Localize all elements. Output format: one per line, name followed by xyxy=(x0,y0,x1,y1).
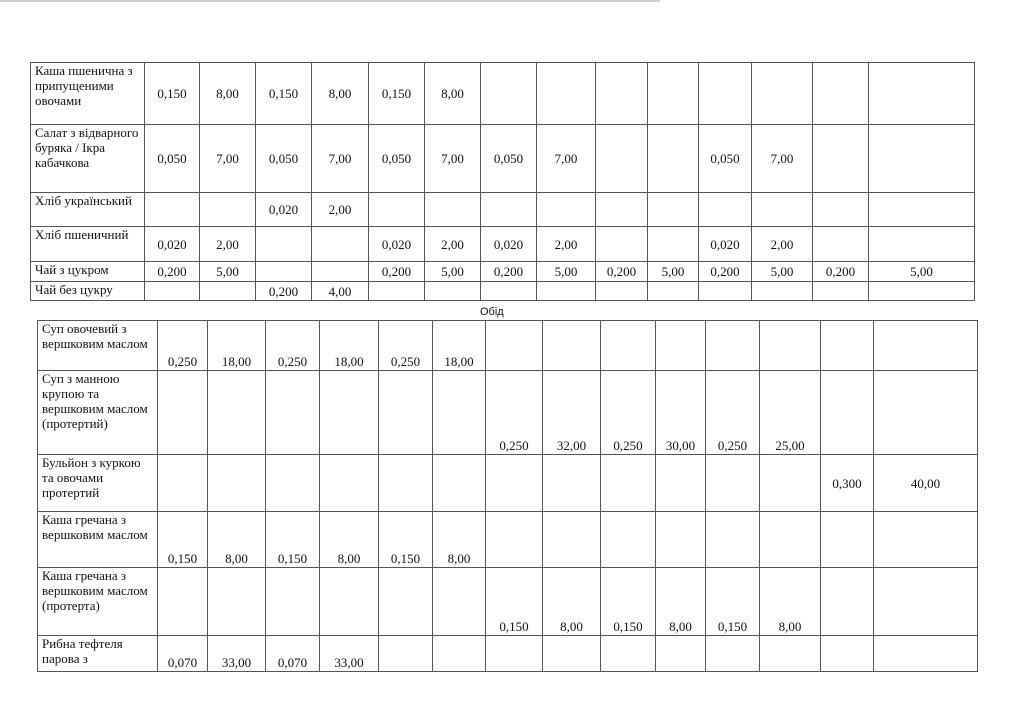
portion-weight-cell xyxy=(596,282,648,301)
portion-weight-cell xyxy=(486,636,543,672)
price-cell: 2,00 xyxy=(752,227,813,262)
price-cell xyxy=(656,321,706,371)
portion-weight-cell: 0,150 xyxy=(256,63,312,125)
portion-weight-cell xyxy=(486,321,543,371)
portion-weight-cell: 0,200 xyxy=(256,282,312,301)
dish-name-cell: Каша пшенична з припущеними овочами xyxy=(31,63,145,125)
price-cell: 8,00 xyxy=(200,63,256,125)
portion-weight-cell: 0,200 xyxy=(481,262,537,282)
dish-name-cell: Суп овочевий з вершковим маслом xyxy=(38,321,158,371)
price-cell xyxy=(537,193,596,227)
portion-weight-cell xyxy=(821,512,874,568)
portion-weight-cell: 0,020 xyxy=(369,227,425,262)
price-cell: 7,00 xyxy=(537,125,596,193)
portion-weight-cell: 0,150 xyxy=(486,568,543,636)
table-row xyxy=(31,262,975,282)
portion-weight-cell: 0,050 xyxy=(256,125,312,193)
table-row xyxy=(31,63,975,125)
price-cell xyxy=(760,321,821,371)
price-cell: 33,00 xyxy=(208,636,266,672)
dish-name-cell: Чай з цукром xyxy=(31,262,145,282)
price-cell xyxy=(543,636,601,672)
price-cell xyxy=(320,371,379,455)
section-label-lunch: Обід xyxy=(480,306,504,318)
price-cell: 8,00 xyxy=(433,512,486,568)
price-cell xyxy=(312,262,369,282)
portion-weight-cell: 0,250 xyxy=(379,321,433,371)
price-cell: 7,00 xyxy=(312,125,369,193)
price-cell xyxy=(874,321,978,371)
dish-name-cell: Каша гречана з вершковим маслом xyxy=(38,512,158,568)
price-cell xyxy=(648,193,699,227)
portion-weight-cell xyxy=(601,636,656,672)
price-cell: 5,00 xyxy=(200,262,256,282)
portion-weight-cell: 0,070 xyxy=(266,636,320,672)
portion-weight-cell: 0,250 xyxy=(486,371,543,455)
price-cell: 5,00 xyxy=(752,262,813,282)
price-cell xyxy=(543,512,601,568)
portion-weight-cell: 0,200 xyxy=(699,262,752,282)
price-cell xyxy=(869,63,975,125)
price-cell xyxy=(537,282,596,301)
price-cell: 2,00 xyxy=(200,227,256,262)
price-cell: 8,00 xyxy=(320,512,379,568)
price-cell xyxy=(869,282,975,301)
portion-weight-cell xyxy=(266,371,320,455)
price-cell xyxy=(752,193,813,227)
portion-weight-cell xyxy=(486,512,543,568)
portion-weight-cell: 0,020 xyxy=(145,227,200,262)
portion-weight-cell xyxy=(821,321,874,371)
price-cell xyxy=(543,321,601,371)
portion-weight-cell xyxy=(596,193,648,227)
price-cell: 8,00 xyxy=(543,568,601,636)
portion-weight-cell xyxy=(158,568,208,636)
price-cell xyxy=(752,282,813,301)
table-row xyxy=(38,321,978,371)
portion-weight-cell: 0,050 xyxy=(699,125,752,193)
price-cell: 30,00 xyxy=(656,371,706,455)
price-cell xyxy=(869,125,975,193)
price-cell xyxy=(869,193,975,227)
portion-weight-cell xyxy=(706,512,760,568)
price-cell: 5,00 xyxy=(425,262,481,282)
scan-edge-line xyxy=(0,0,660,2)
portion-weight-cell xyxy=(145,193,200,227)
table-row xyxy=(31,282,975,301)
portion-weight-cell xyxy=(813,125,869,193)
price-cell xyxy=(200,282,256,301)
price-cell xyxy=(200,193,256,227)
price-cell: 25,00 xyxy=(760,371,821,455)
portion-weight-cell xyxy=(266,455,320,512)
portion-weight-cell xyxy=(266,568,320,636)
portion-weight-cell: 0,150 xyxy=(369,63,425,125)
portion-weight-cell xyxy=(369,282,425,301)
table-row xyxy=(31,193,975,227)
portion-weight-cell xyxy=(706,636,760,672)
table-row xyxy=(38,636,978,672)
price-cell: 8,00 xyxy=(312,63,369,125)
portion-weight-cell xyxy=(256,262,312,282)
portion-weight-cell xyxy=(813,282,869,301)
portion-weight-cell xyxy=(596,227,648,262)
price-cell xyxy=(208,371,266,455)
portion-weight-cell xyxy=(481,193,537,227)
dish-name-cell: Каша гречана з вершковим маслом (протерта) xyxy=(38,568,158,636)
portion-weight-cell xyxy=(821,636,874,672)
portion-weight-cell xyxy=(158,455,208,512)
price-cell: 5,00 xyxy=(537,262,596,282)
portion-weight-cell xyxy=(379,568,433,636)
portion-weight-cell xyxy=(813,63,869,125)
price-cell xyxy=(760,455,821,512)
portion-weight-cell xyxy=(369,193,425,227)
price-cell xyxy=(760,512,821,568)
portion-weight-cell: 0,020 xyxy=(481,227,537,262)
price-cell: 2,00 xyxy=(537,227,596,262)
price-cell xyxy=(874,512,978,568)
portion-weight-cell: 0,200 xyxy=(596,262,648,282)
price-cell: 2,00 xyxy=(425,227,481,262)
portion-weight-cell xyxy=(486,455,543,512)
portion-weight-cell xyxy=(256,227,312,262)
price-cell xyxy=(760,636,821,672)
portion-weight-cell xyxy=(601,512,656,568)
portion-weight-cell: 0,020 xyxy=(699,227,752,262)
portion-weight-cell: 0,150 xyxy=(379,512,433,568)
price-cell xyxy=(433,636,486,672)
price-cell: 4,00 xyxy=(312,282,369,301)
price-cell xyxy=(648,63,699,125)
menu-table-breakfast xyxy=(30,62,975,301)
portion-weight-cell: 0,050 xyxy=(145,125,200,193)
portion-weight-cell xyxy=(813,227,869,262)
price-cell xyxy=(433,371,486,455)
price-cell: 8,00 xyxy=(425,63,481,125)
menu-table-lunch xyxy=(37,320,978,672)
portion-weight-cell xyxy=(699,193,752,227)
portion-weight-cell xyxy=(596,63,648,125)
price-cell: 7,00 xyxy=(752,125,813,193)
price-cell: 18,00 xyxy=(208,321,266,371)
portion-weight-cell xyxy=(601,321,656,371)
price-cell xyxy=(208,455,266,512)
dish-name-cell: Чай без цукру xyxy=(31,282,145,301)
price-cell xyxy=(208,568,266,636)
price-cell xyxy=(874,636,978,672)
portion-weight-cell: 0,150 xyxy=(158,512,208,568)
portion-weight-cell xyxy=(699,282,752,301)
price-cell: 7,00 xyxy=(200,125,256,193)
portion-weight-cell xyxy=(821,371,874,455)
price-cell xyxy=(425,282,481,301)
price-cell xyxy=(656,636,706,672)
portion-weight-cell: 0,200 xyxy=(145,262,200,282)
portion-weight-cell xyxy=(145,282,200,301)
table-row xyxy=(31,227,975,262)
price-cell: 33,00 xyxy=(320,636,379,672)
portion-weight-cell xyxy=(379,636,433,672)
portion-weight-cell xyxy=(706,455,760,512)
portion-weight-cell xyxy=(379,371,433,455)
portion-weight-cell: 0,200 xyxy=(369,262,425,282)
portion-weight-cell: 0,250 xyxy=(601,371,656,455)
price-cell xyxy=(320,568,379,636)
price-cell xyxy=(320,455,379,512)
portion-weight-cell: 0,200 xyxy=(813,262,869,282)
price-cell xyxy=(648,125,699,193)
price-cell: 8,00 xyxy=(656,568,706,636)
dish-name-cell: Салат з відварного буряка / Ікра кабачкова xyxy=(31,125,145,193)
price-cell xyxy=(648,282,699,301)
portion-weight-cell xyxy=(481,282,537,301)
portion-weight-cell: 0,250 xyxy=(706,371,760,455)
portion-weight-cell: 0,150 xyxy=(601,568,656,636)
price-cell xyxy=(874,568,978,636)
price-cell xyxy=(752,63,813,125)
price-cell xyxy=(425,193,481,227)
portion-weight-cell xyxy=(821,568,874,636)
portion-weight-cell xyxy=(601,455,656,512)
price-cell: 2,00 xyxy=(312,193,369,227)
price-cell: 8,00 xyxy=(208,512,266,568)
table-row xyxy=(38,512,978,568)
price-cell xyxy=(312,227,369,262)
price-cell xyxy=(543,455,601,512)
price-cell: 40,00 xyxy=(874,455,978,512)
price-cell: 5,00 xyxy=(869,262,975,282)
portion-weight-cell: 0,050 xyxy=(369,125,425,193)
dish-name-cell: Бульйон з куркою та овочами протертий xyxy=(38,455,158,512)
portion-weight-cell: 0,250 xyxy=(266,321,320,371)
portion-weight-cell: 0,150 xyxy=(266,512,320,568)
price-cell xyxy=(433,455,486,512)
table-row xyxy=(38,568,978,636)
portion-weight-cell: 0,150 xyxy=(706,568,760,636)
price-cell xyxy=(656,455,706,512)
price-cell xyxy=(648,227,699,262)
portion-weight-cell xyxy=(699,63,752,125)
price-cell xyxy=(869,227,975,262)
price-cell: 32,00 xyxy=(543,371,601,455)
portion-weight-cell: 0,250 xyxy=(158,321,208,371)
portion-weight-cell xyxy=(481,63,537,125)
dish-name-cell: Рибна тефтеля парова з xyxy=(38,636,158,672)
portion-weight-cell xyxy=(706,321,760,371)
portion-weight-cell xyxy=(379,455,433,512)
portion-weight-cell xyxy=(596,125,648,193)
price-cell: 7,00 xyxy=(425,125,481,193)
dish-name-cell: Суп з манною крупою та вершковим маслом (протертий) xyxy=(38,371,158,455)
price-cell: 8,00 xyxy=(760,568,821,636)
dish-name-cell: Хліб пшеничний xyxy=(31,227,145,262)
price-cell xyxy=(537,63,596,125)
portion-weight-cell: 0,300 xyxy=(821,455,874,512)
price-cell xyxy=(874,371,978,455)
price-cell: 18,00 xyxy=(433,321,486,371)
table-row xyxy=(38,455,978,512)
dish-name-cell: Хліб український xyxy=(31,193,145,227)
price-cell: 18,00 xyxy=(320,321,379,371)
table-row xyxy=(38,371,978,455)
portion-weight-cell: 0,150 xyxy=(145,63,200,125)
portion-weight-cell: 0,070 xyxy=(158,636,208,672)
portion-weight-cell: 0,050 xyxy=(481,125,537,193)
price-cell: 5,00 xyxy=(648,262,699,282)
price-cell xyxy=(433,568,486,636)
portion-weight-cell: 0,020 xyxy=(256,193,312,227)
portion-weight-cell xyxy=(158,371,208,455)
portion-weight-cell xyxy=(813,193,869,227)
price-cell xyxy=(656,512,706,568)
table-row xyxy=(31,125,975,193)
